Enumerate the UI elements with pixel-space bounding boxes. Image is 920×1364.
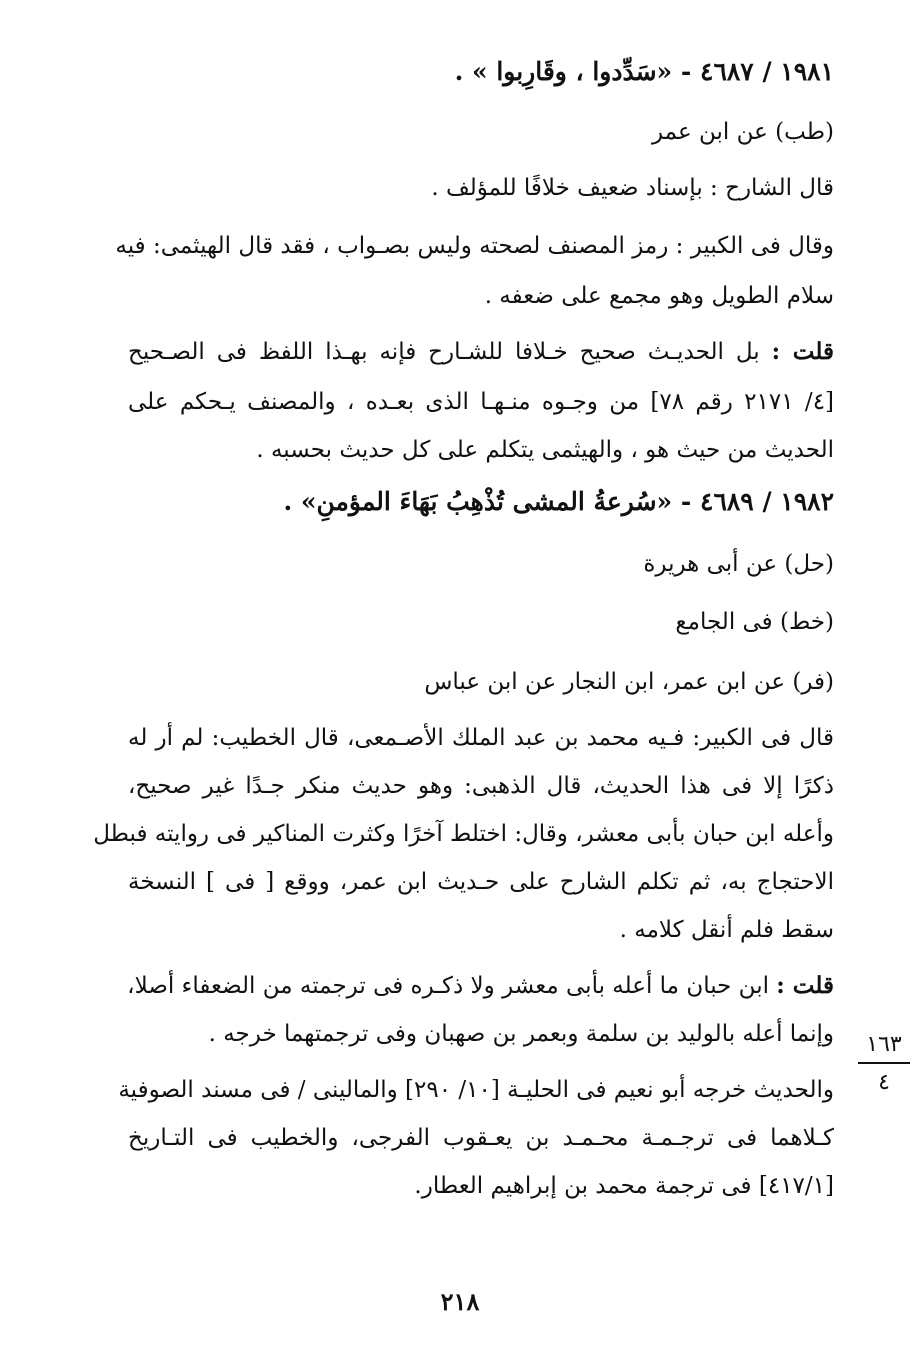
source-line: (فر) عن ابن عمر، ابن النجار عن ابن عباس [424, 669, 834, 695]
commentary-line: وأعله ابن حبان بأبى معشر، وقال: اختلط آخرًا وكثرت المناكير فى روايته فبطل [93, 821, 834, 847]
hadith-heading-1982 [128, 480, 834, 524]
qult-text: ابن حبان ما أعله بأبى معشر ولا ذكـره فى ترجمته من الضعفاء أصلا، [127, 973, 769, 999]
hadith-number: ١٩٨١ / ٤٦٨٧ [700, 57, 834, 86]
hadith-text: «سَدِّدوا ، وقَارِبوا » . [454, 57, 673, 86]
margin-rule [858, 1062, 910, 1064]
commentary-line: ذكرًا إلا فى هذا الحديث، قال الذهبى: وهو حديث منكر جـدًا غير صحيح، [128, 773, 834, 799]
qult-paragraph-line [128, 964, 834, 1008]
source-line: (خط) فى الجامع [675, 609, 834, 635]
commentary-line: قال الشارح : بإسناد ضعيف خلافًا للمؤلف . [431, 175, 834, 201]
page-number: ٢١٨ [440, 1287, 480, 1316]
commentary-line: الحديث من حيث هو ، والهيثمى يتكلم على كل حديث بحسبه . [256, 437, 834, 463]
commentary-line: [٤/ ٢١٧١ رقم ٧٨] من وجـوه منـهـا الذى بعـده ، والمصنف يـحكم على [128, 389, 835, 415]
commentary-line: سقط فلم أنقل كلامه . [619, 917, 834, 943]
commentary-line: سلام الطويل وهو مجمع على ضعفه . [484, 283, 834, 309]
source-line: (حل) عن أبى هريرة [643, 551, 834, 577]
commentary-line: [٤١٧/١] فى ترجمة محمد بن إبراهيم العطار. [414, 1173, 834, 1199]
commentary-line: الاحتجاج به، ثم تكلم الشارح على حـديث ابن عمر، ووقع [ فى ] النسخة [128, 869, 834, 895]
qult-text: بل الحديـث صحيح خـلافا للشـارح فإنه بهـذا اللفظ فى الصـحيح [128, 339, 760, 365]
hadith-heading-1981 [128, 50, 834, 94]
commentary-line: والحديث خرجه أبو نعيم فى الحليـة [١٠/ ٢٩٠] والمالينى / فى مسند الصوفية [118, 1077, 834, 1103]
qult-paragraph-line [128, 330, 834, 374]
hadith-number: ١٩٨٢ / ٤٦٨٩ [700, 487, 834, 516]
source-line: (طب) عن ابن عمر [651, 119, 834, 145]
margin-reference [856, 1030, 912, 1098]
hadith-text: «سُرعةُ المشى تُذْهِبُ بَهَاءَ المؤمنِ» . [283, 487, 673, 516]
qult-label: قلت : [771, 338, 834, 365]
commentary-line: كـلاهما فى ترجـمـة محـمـد بن يعـقوب الفرجى، والخطيب فى التـاريخ [128, 1125, 834, 1151]
commentary-line: وقال فى الكبير : رمز المصنف لصحته وليس بصـواب ، فقد قال الهيثمى: فيه [115, 233, 834, 259]
margin-reference-top: ١٦٣ [866, 1032, 902, 1057]
separator: - [680, 57, 692, 86]
separator: - [680, 487, 692, 516]
margin-reference-bottom: ٤ [878, 1070, 890, 1095]
commentary-line: قال فى الكبير: فـيه محمد بن عبد الملك الأصـمعى، قال الخطيب: لم أر له [128, 725, 834, 751]
commentary-line: وإنما أعله بالوليد بن سلمة وبعمر بن صهبان وفى ترجمتهما خرجه . [208, 1021, 834, 1047]
qult-label: قلت : [776, 972, 834, 999]
